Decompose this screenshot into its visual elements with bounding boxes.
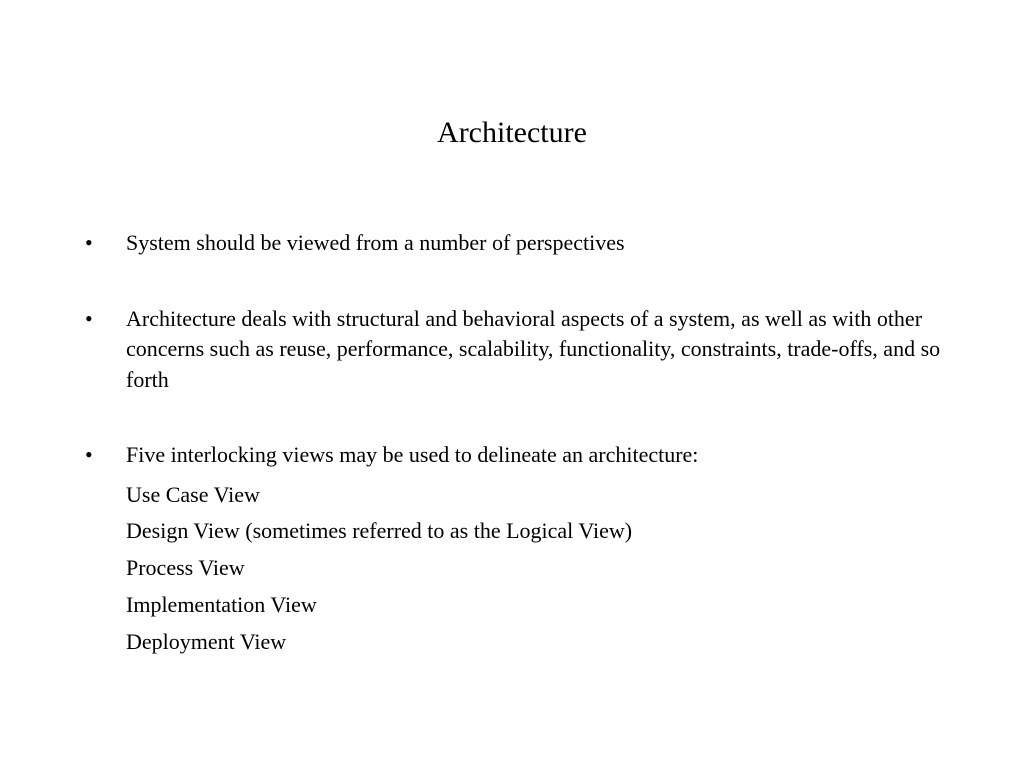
view-list [126, 477, 945, 661]
bullet-text: Architecture deals with structural and behavioral aspects of a system, as well as with other concerns such as reuse, performance, scalability, functionality, constraints, trade-offs, and so forth [126, 305, 941, 392]
slide-body [85, 228, 945, 660]
bullet-marker: • [85, 230, 93, 255]
view-item-process: Process View [126, 555, 245, 581]
bullet-item-perspectives [85, 228, 945, 259]
bullet-marker: • [85, 442, 93, 467]
view-item-implementation: Implementation View [126, 591, 317, 617]
bullet-item-architecture [85, 304, 945, 396]
slide-title: Architecture [437, 116, 587, 149]
view-item-design: Design View (sometimes referred to as the Logical View) [126, 518, 633, 544]
bullet-marker: • [85, 305, 93, 331]
view-item-deployment: Deployment View [126, 628, 287, 654]
bullet-text: Five interlocking views may be used to delineate an architecture: [126, 442, 699, 467]
bullet-text: System should be viewed from a number of perspectives [126, 230, 625, 255]
bullet-item-five-views [85, 440, 945, 660]
view-item-use-case: Use Case View [126, 481, 260, 507]
